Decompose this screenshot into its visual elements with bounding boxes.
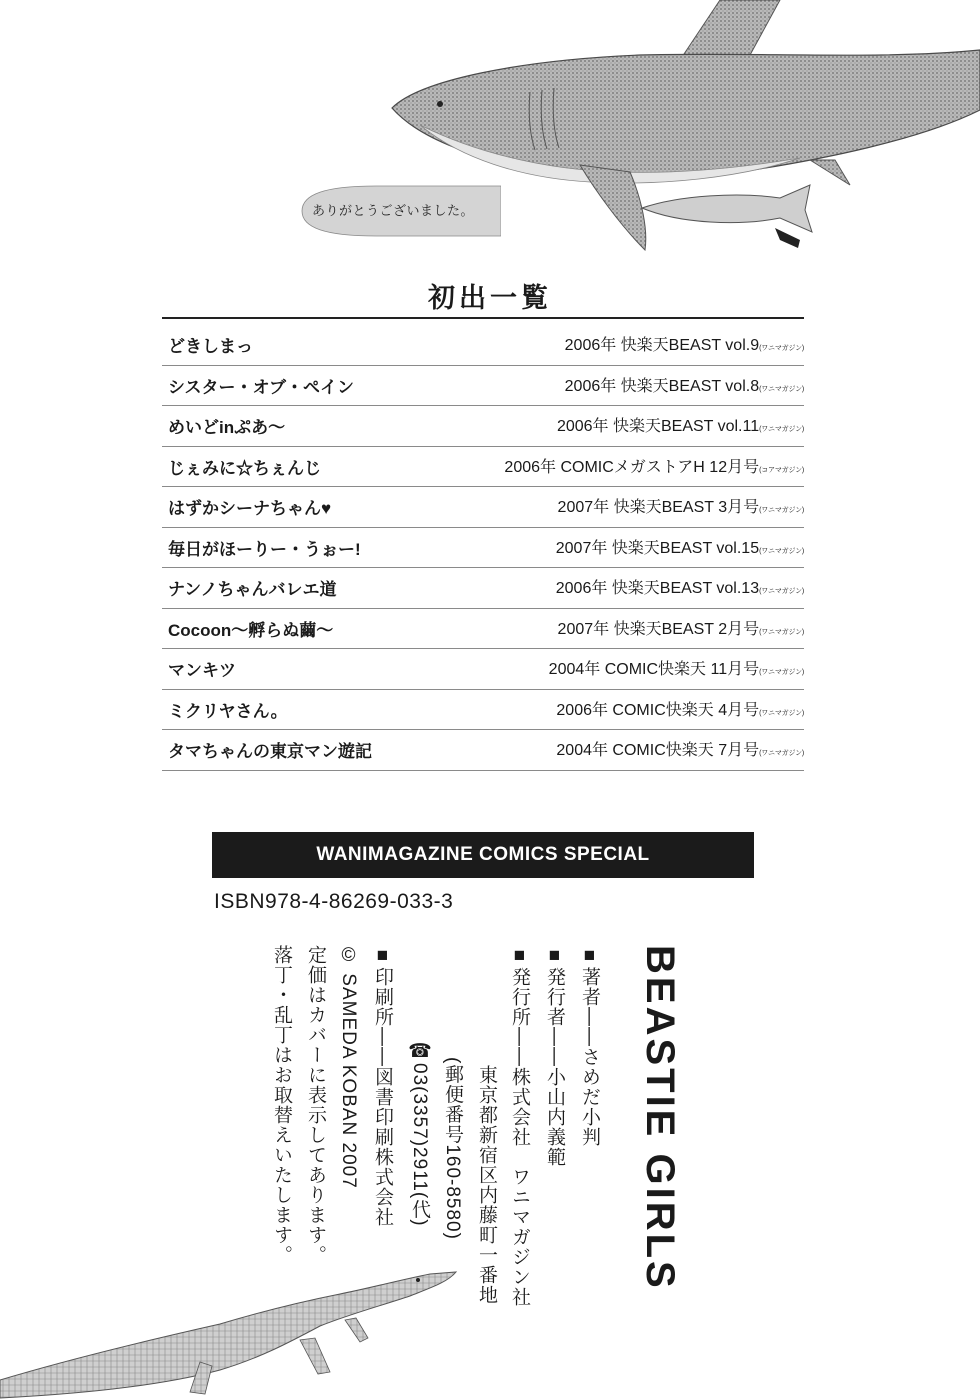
author-line: ■著者——さめだ小判 [579, 945, 600, 1147]
list-item [162, 730, 804, 771]
story-title: マンキツ [168, 661, 236, 680]
publisher-person-line: ■発行者——小山内義範 [544, 945, 565, 1167]
list-item [162, 690, 804, 731]
story-title: タマちゃんの東京マン遊記 [168, 742, 372, 761]
story-source: 2004年 COMIC快楽天 11月号(ワニマガジン) [548, 661, 804, 678]
return-line: 落丁・乱丁はお取替えいたします。 [271, 945, 292, 1265]
story-source: 2006年 快楽天BEAST vol.8(ワニマガジン) [564, 377, 804, 395]
list-item [162, 325, 804, 366]
list-divider [162, 317, 804, 319]
publisher-line: ■発行所——株式会社 ワニマガジン社 [509, 945, 530, 1307]
list-item [162, 609, 804, 650]
story-source: 2006年 COMICメガストアH 12月号(コアマガジン) [504, 458, 804, 476]
phone-line: ☎03(3357)2911(代) [409, 1040, 430, 1227]
story-source: 2006年 COMIC快楽天 4月号(ワニマガジン) [556, 701, 804, 719]
story-title: どきしまっ [168, 337, 253, 356]
story-source: 2006年 快楽天BEAST vol.11(ワニマガジン) [556, 418, 804, 435]
copyright-line: © SAMEDA KOBAN 2007 [338, 945, 359, 1189]
story-title: Cocoon〜孵らぬ繭〜 [168, 620, 334, 640]
series-banner: WANIMAGAZINE COMICS SPECIAL [212, 832, 754, 878]
price-line: 定価はカバーに表示してあります。 [305, 945, 326, 1265]
postal-line: (郵便番号160-8580) [442, 1057, 463, 1240]
speech-bubble-text: ありがとうございました。 [312, 204, 475, 219]
story-source: 2007年 快楽天BEAST vol.15(ワニマガジン) [555, 539, 804, 557]
list-item [162, 447, 804, 488]
isbn: ISBN978-4-86269-033-3 [214, 890, 454, 913]
story-source: 2007年 快楽天BEAST 2月号(ワニマガジン) [557, 620, 804, 638]
story-source: 2007年 快楽天BEAST 3月号(ワニマガジン) [557, 499, 804, 516]
story-title: 毎日がほーりー・うぉー! [168, 539, 361, 559]
story-source: 2004年 COMIC快楽天 7月号(ワニマガジン) [556, 742, 804, 759]
story-title: じぇみに☆ちぇんじ [168, 458, 321, 478]
list-item [162, 487, 804, 528]
appearance-list [162, 325, 804, 771]
address-line: 東京都新宿区内藤町一番地 [476, 1065, 497, 1305]
list-item [162, 528, 804, 569]
story-title: はずかシーナちゃん♥ [168, 499, 332, 518]
story-title: ナンノちゃんバレエ道 [168, 580, 337, 599]
list-item [162, 366, 804, 407]
story-title: めいどinぷあ〜 [168, 418, 286, 437]
list-item [162, 568, 804, 609]
printer-line: ■印刷所——図書印刷株式会社 [372, 945, 393, 1227]
story-title: シスター・オブ・ペイン [168, 377, 354, 397]
story-title: ミクリヤさん。 [168, 701, 288, 721]
story-source: 2006年 快楽天BEAST vol.9(ワニマガジン) [564, 337, 804, 354]
list-item [162, 649, 804, 690]
book-title: BEASTIE GIRLS [638, 945, 682, 1291]
list-item [162, 406, 804, 447]
story-source: 2006年 快楽天BEAST vol.13(ワニマガジン) [555, 580, 804, 597]
alligator-illustration [0, 1262, 470, 1400]
list-title: 初出一覧 [428, 283, 552, 314]
